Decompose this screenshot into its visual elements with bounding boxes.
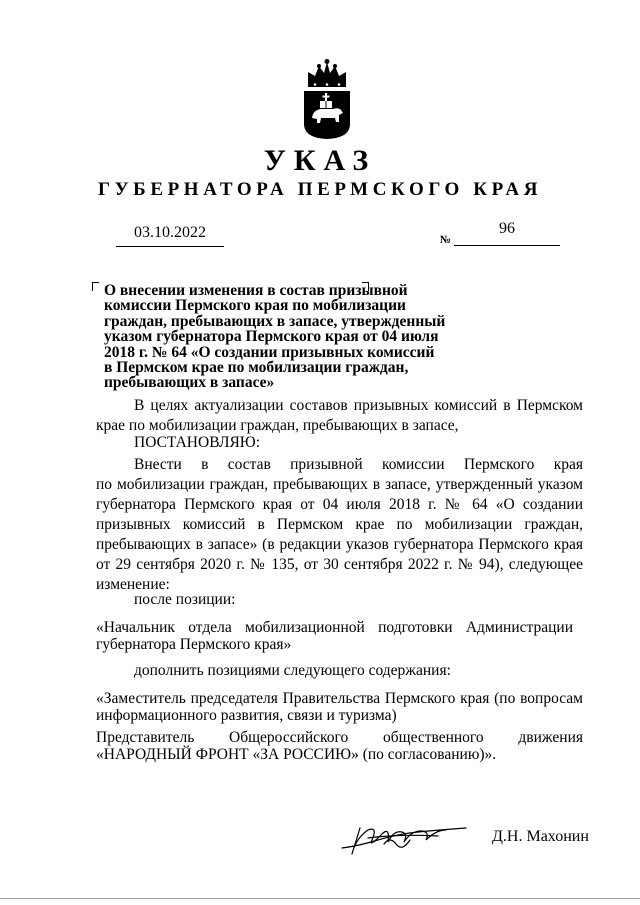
body-line: призывных комиссий в Пермском крае по мобилизации граждан, (96, 516, 583, 533)
number-sign: № (440, 234, 452, 246)
handwritten-signature (338, 818, 470, 858)
subject-line: граждан, пребывающих в запасе, утвержденный (104, 312, 446, 330)
quote-line: губернатора Пермского края» (96, 636, 292, 653)
scan-bottom-edge (0, 898, 640, 899)
subject-corner-left (92, 282, 99, 291)
subject-line: комиссии Пермского края по мобилизации (104, 297, 406, 315)
quote-line: «Заместитель председателя Правительства Пермского края (по вопросам (96, 690, 583, 707)
subject-line: в Пермском крае по мобилизации граждан, (104, 359, 409, 377)
body-line: от 29 сентября 2020 г. № 135, от 30 сентября 2022 г. № 94), следующее (96, 556, 583, 573)
add-positions-text: дополнить позициями следующего содержания: (134, 662, 451, 679)
document-subtitle: ГУБЕРНАТОРА ПЕРМСКОГО КРАЯ (97, 179, 543, 200)
number-underline (454, 245, 560, 246)
after-position-text: после позиции: (134, 591, 236, 608)
signer-name: Д.Н. Махонин (492, 828, 589, 845)
quote-new-position-2 (96, 729, 583, 763)
body-paragraph (96, 455, 583, 595)
body-line: пребывающих в запасе» (в редакции указов губернатора Пермского края (96, 536, 583, 553)
subject-line: указом губернатора Пермского края от 04 июля (104, 328, 439, 346)
body-line: губернатора Пермского края от 04 июля 2018 г. № 64 «О создании (96, 496, 583, 513)
quote-new-position-1 (96, 690, 583, 724)
quote-line: «НАРОДНЫЙ ФРОНТ «ЗА РОССИЮ» (по согласованию)». (96, 746, 497, 763)
body-line: изменение: (96, 576, 170, 593)
body-line: Внести в состав призывной комиссии Пермского края (134, 456, 583, 473)
intro-paragraph (96, 396, 583, 436)
document-number: 96 (499, 220, 515, 237)
subject-line: пребывающих в запасе» (104, 374, 275, 392)
document-title: УКАЗ (263, 144, 377, 177)
document-subject (104, 282, 446, 392)
coat-of-arms-icon (300, 58, 354, 140)
document-date: 03.10.2022 (134, 224, 206, 241)
body-line: по мобилизации граждан, пребывающих в запасе, утвержденный указом (96, 476, 583, 493)
quote-line: информационного развития, связи и туризма) (96, 707, 397, 724)
intro-line: В целях актуализации составов призывных комиссий в Пермском (134, 397, 583, 414)
quote-line: Представитель Общероссийского общественного движения (96, 729, 583, 746)
quote-existing-position (96, 619, 573, 653)
subject-line: О внесении изменения в состав призывной (104, 282, 408, 299)
date-underline (116, 246, 224, 247)
intro-line: крае по мобилизации граждан, пребывающих в запасе, (96, 417, 459, 434)
decree-word: ПОСТАНОВЛЯЮ: (134, 434, 261, 451)
subject-line: 2018 г. № 64 «О создании призывных комиссий (104, 343, 435, 361)
quote-line: «Начальник отдела мобилизационной подготовки Администрации (96, 619, 573, 636)
